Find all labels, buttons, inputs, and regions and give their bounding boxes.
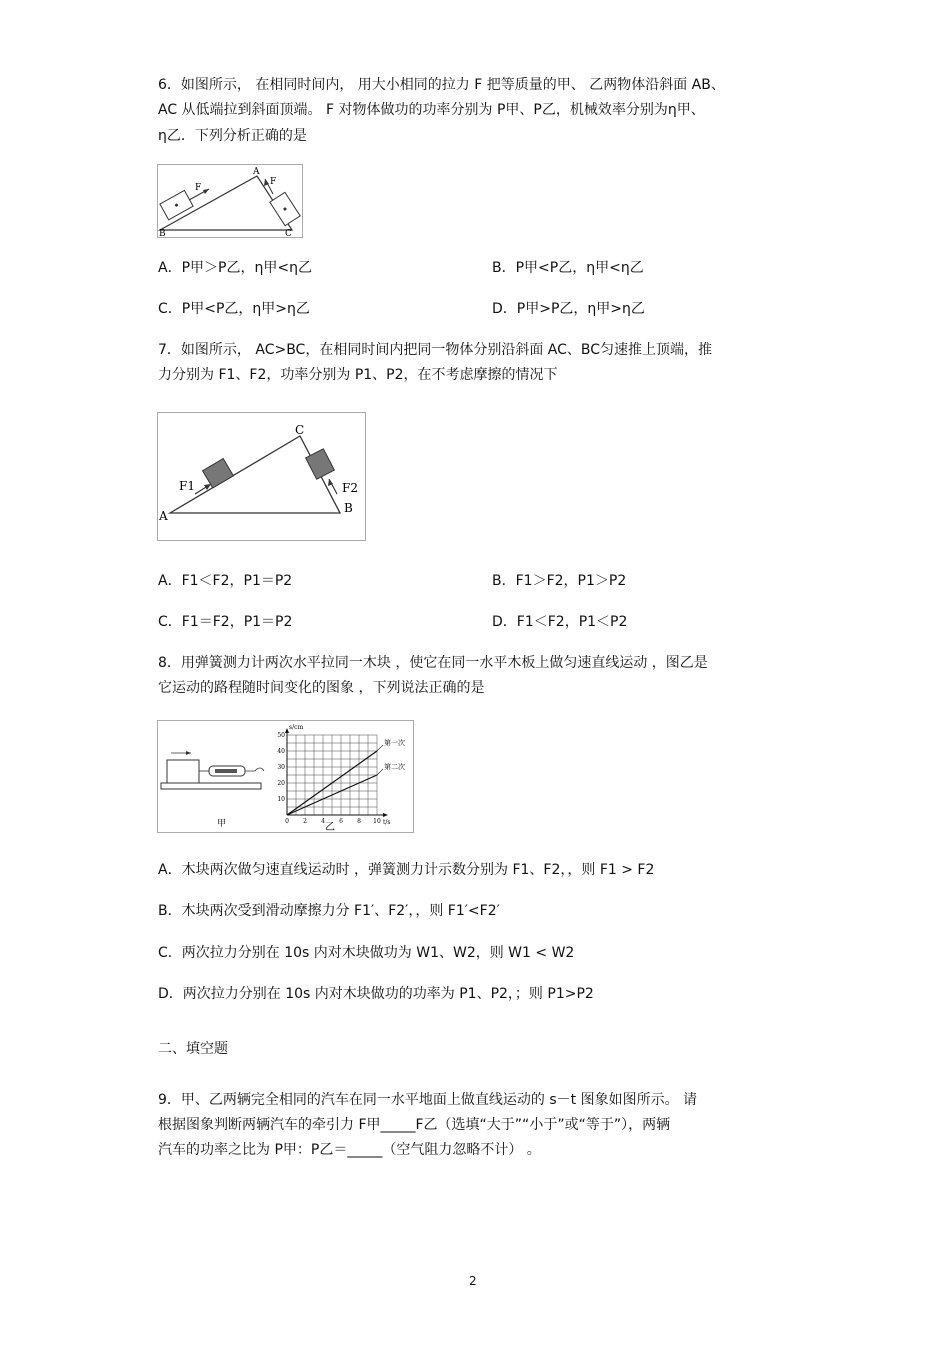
- q6-label-f2: F: [270, 177, 277, 187]
- q6-line-3: η乙．下列分析正确的是: [158, 128, 307, 144]
- q9-line-2: 根据图象判断两辆汽车的牵引力 F甲_____F乙（选填“大于”“小于”或“等于”），两辆: [158, 1117, 671, 1133]
- q8-option-b: B．木块两次受到滑动摩擦力分 F1′、F2′，，则 F1′<F2′: [158, 903, 500, 919]
- q6-line-2: AC 从低端拉到斜面顶端。 F 对物体做功的功率分别为 P甲、P乙，机械效率分别为η甲、: [158, 102, 705, 118]
- q9-line-3: 汽车的功率之比为 P甲：P乙＝_____（空气阻力忽略不计） 。: [158, 1142, 541, 1158]
- x-tick-label: 0: [285, 818, 289, 825]
- page-number: 2: [469, 1274, 477, 1288]
- q8-apparatus: [161, 751, 264, 789]
- q7-figure-frame: [158, 413, 366, 541]
- q7-option-b: B．F1＞F2，P1＞P2: [492, 573, 627, 589]
- series-leader-1: [377, 745, 383, 751]
- y-tick-label: 10: [277, 796, 285, 803]
- q8-caption-right: 乙: [325, 822, 335, 833]
- q6-label-f1: F: [195, 183, 202, 193]
- q7-line-2: 力分别为 F1、F2，功率分别为 P1、P2，在不考虑摩擦的情况下: [158, 367, 558, 383]
- q8-st-chart: [277, 724, 405, 826]
- x-tick-label: 6: [339, 818, 343, 825]
- q6-figure: [157, 164, 303, 238]
- q6-label-c: C: [285, 229, 292, 238]
- q8-line-2: 它运动的路程随时间变化的图象 ，下列说法正确的是: [158, 680, 485, 696]
- q7-block-left: [203, 459, 234, 488]
- q8-x-axis-label: t/s: [383, 819, 391, 826]
- q8-wood-block: [167, 760, 199, 783]
- q7-label-a: A: [159, 509, 168, 523]
- q7-label-c: C: [295, 423, 305, 437]
- series-leader-2: [377, 769, 383, 775]
- q7-option-a: A．F1＜F2，P1＝P2: [158, 573, 293, 589]
- q7-block-right: [306, 449, 335, 480]
- x-tick-label: 8: [357, 818, 361, 825]
- x-tick-label: 10: [373, 818, 381, 825]
- y-tick-label: 50: [277, 732, 285, 739]
- q6-option-c: C．P甲<P乙，η甲>η乙: [158, 301, 310, 317]
- q6-block-left: [160, 190, 193, 219]
- q7-option-d: D．F1＜F2，P1＜P2: [492, 614, 628, 630]
- q7-label-f2: F2: [342, 481, 358, 495]
- q8-caption-left: 甲: [217, 819, 227, 829]
- q7-figure: [157, 412, 367, 542]
- q7-option-c: C．F1＝F2，P1＝P2: [158, 614, 293, 630]
- y-tick-label: 20: [277, 780, 285, 787]
- q8-option-d: D．两次拉力分别在 10s 内对木块做功的功率为 P1、P2，；则 P1>P2: [158, 986, 594, 1002]
- q6-option-d: D．P甲>P乙，η甲>η乙: [492, 301, 645, 317]
- y-tick-label: 30: [277, 764, 285, 771]
- q8-figure: [157, 720, 415, 834]
- q8-option-a: A．木块两次做匀速直线运动时 ，弹簧测力计示数分别为 F1、F2，，则 F1 > F2: [158, 862, 655, 878]
- q8-chart-grid: [287, 735, 377, 815]
- q6-option-a: A．P甲＞P乙，η甲<η乙: [158, 260, 312, 276]
- q8-option-c: C．两次拉力分别在 10s 内对木块做功为 W1、W2，则 W1 < W2: [158, 945, 575, 961]
- q7-line-1: 7．如图所示， AC>BC，在相同时间内把同一物体分别沿斜面 AC、BC匀速推上顶端，推: [158, 342, 713, 358]
- q8-board: [161, 783, 261, 789]
- x-tick-label: 2: [303, 818, 307, 825]
- q9-line-1: 9．甲、乙两辆完全相同的汽车在同一水平地面上做直线运动的 s－t 图象如图所示。 请: [158, 1092, 698, 1108]
- y-tick-label: 40: [277, 748, 285, 755]
- q7-label-f1: F1: [179, 479, 195, 493]
- q6-label-a: A: [253, 167, 260, 177]
- q6-line-1: 6．如图所示， 在相同时间内， 用大小相同的拉力 F 把等质量的甲、 乙两物体沿斜面 AB、: [158, 77, 725, 93]
- q6-option-b: B．P甲<P乙，η甲<η乙: [492, 260, 644, 276]
- section-title: 二、填空题: [158, 1041, 228, 1057]
- q6-label-b: B: [159, 229, 166, 238]
- q8-y-axis-label: s/cm: [289, 724, 304, 731]
- x-tick-label: 4: [321, 818, 325, 825]
- q8-line-1: 8．用弹簧测力计两次水平拉同一木块 ，使它在同一水平木板上做匀速直线运动 ，图乙是: [158, 655, 708, 671]
- q7-label-b: B: [344, 501, 353, 515]
- q6-block-right: [270, 192, 300, 225]
- series-label-2: 第二次: [384, 763, 405, 771]
- series-label-1: 第一次: [384, 739, 405, 747]
